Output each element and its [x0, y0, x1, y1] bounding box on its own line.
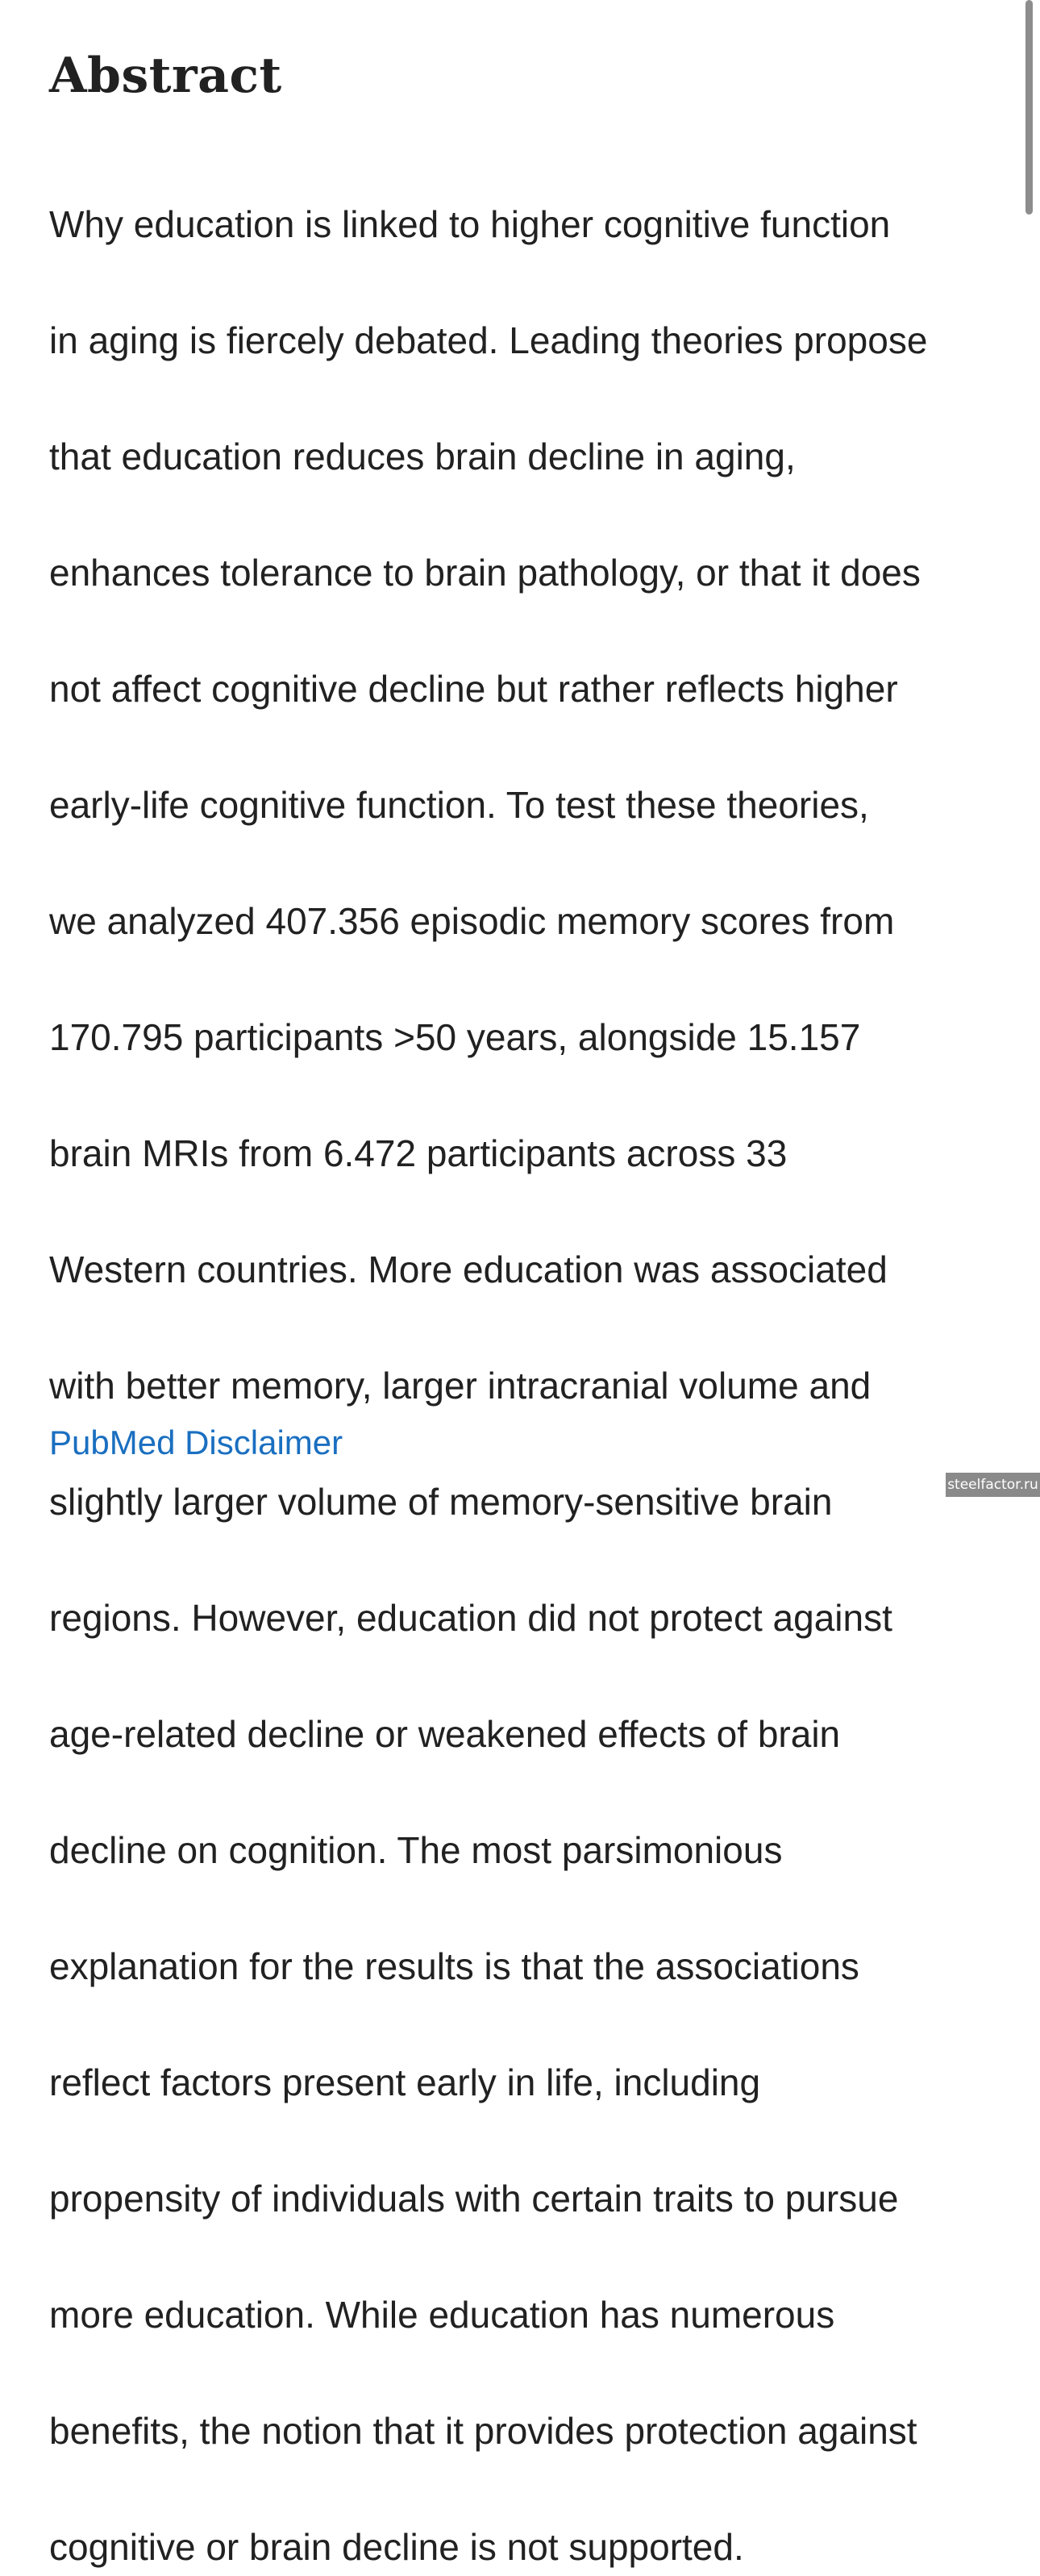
- abstract-line: more education. While education has numerous: [49, 2294, 835, 2336]
- abstract-line: early-life cognitive function. To test these theories,: [49, 784, 869, 826]
- abstract-line: reflect factors present early in life, including: [49, 2061, 761, 2103]
- abstract-line: age-related decline or weakened effects of brain: [49, 1713, 841, 1755]
- abstract-line: propensity of individuals with certain traits to pursue: [49, 2178, 899, 2220]
- abstract-line: decline on cognition. The most parsimonious: [49, 1829, 783, 1871]
- abstract-line: Why education is linked to higher cognitive function: [49, 203, 891, 245]
- abstract-line: we analyzed 407.356 episodic memory scores from: [49, 900, 895, 942]
- abstract-line: enhances tolerance to brain pathology, or that it does: [49, 552, 921, 594]
- abstract-line: Western countries. More education was associated: [49, 1248, 888, 1290]
- abstract-line: 170.795 participants >50 years, alongside 15.157: [49, 1016, 861, 1058]
- abstract-line: regions. However, education did not protect against: [49, 1597, 892, 1639]
- abstract-line: that education reduces brain decline in aging,: [49, 436, 796, 477]
- abstract-heading: Abstract: [49, 48, 282, 104]
- vertical-scrollbar[interactable]: [1025, 0, 1033, 215]
- pubmed-disclaimer-link[interactable]: PubMed Disclaimer: [49, 1423, 343, 1461]
- abstract-line: explanation for the results is that the associations: [49, 1945, 859, 1987]
- abstract-line: cognitive or brain decline is not supported.: [49, 2526, 744, 2568]
- abstract-body: [49, 137, 1000, 2576]
- abstract-line: benefits, the notion that it provides protection against: [49, 2410, 917, 2452]
- abstract-line: not affect cognitive decline but rather reflects higher: [49, 668, 898, 710]
- abstract-line: brain MRIs from 6.472 participants across 33: [49, 1132, 788, 1174]
- abstract-line: in aging is fiercely debated. Leading theories propose: [49, 319, 928, 361]
- abstract-section: [49, 32, 1000, 2576]
- abstract-line: with better memory, larger intracranial volume and: [49, 1365, 872, 1407]
- watermark: steelfactor.ru: [946, 1473, 1040, 1497]
- abstract-line: slightly larger volume of memory-sensitive brain: [49, 1481, 833, 1523]
